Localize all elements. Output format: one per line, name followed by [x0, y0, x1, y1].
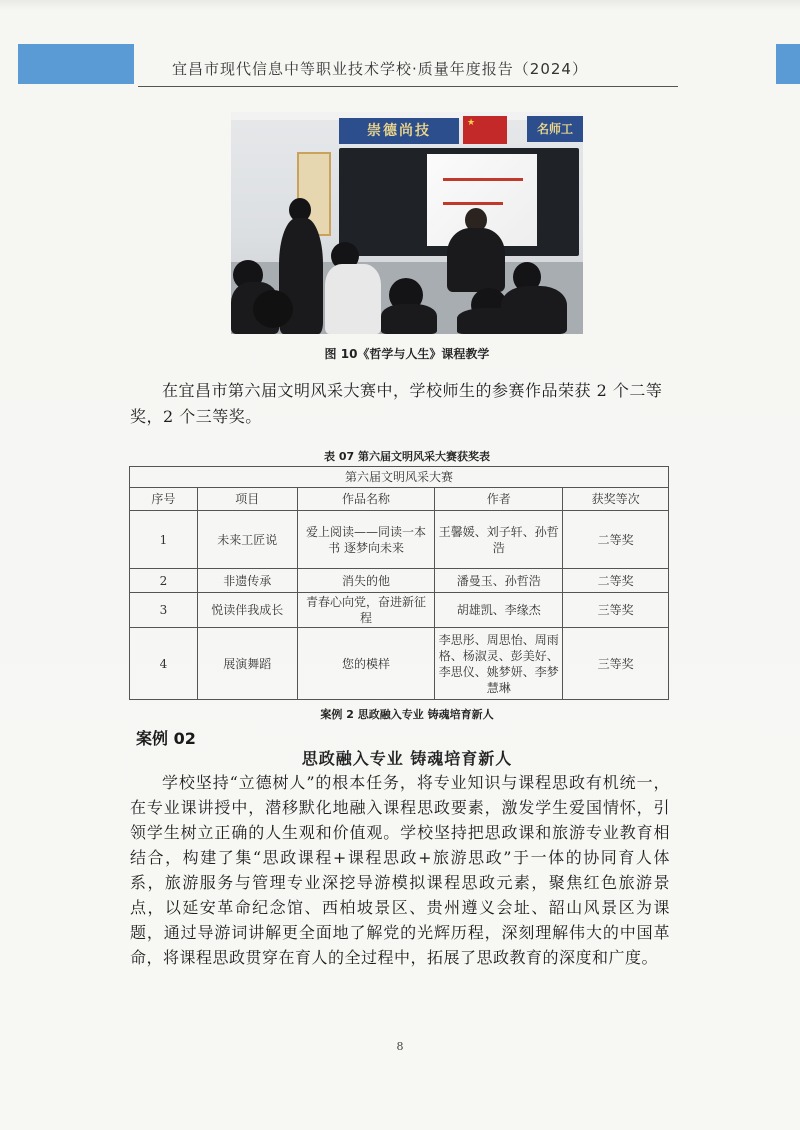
- case-paragraph: 学校坚持“立德树人”的根本任务，将专业知识与课程思政有机统一，在专业课讲授中，潜移默化地融入课程思政要素，激发学生爱国情怀，引领学生树立正确的人生观和价值观。学校坚持把思政课和旅游专业教育相结合，构建了集“思政课程+课程思政+旅游思政”于一体的协同育人体系，旅游服务与管理专业深挖导游模拟课程思政元素，聚焦红色旅游景点，以延安革命纪念馆、西柏坡景区、贵州遵义会址、韶山风景区为课题，通过导游词讲解更全面地了解党的光辉历程，深刻理解伟大的中国革命，将课程思政贯穿在育人的全过程中，拓展了思政教育的深度和广度。: [130, 773, 670, 967]
- table-row: [130, 569, 669, 593]
- cell-authors: 李思彤、周思怡、周雨格、杨淑灵、彭美好、李思仪、姚梦妍、李梦慧琳: [435, 628, 563, 700]
- cell-authors: 王馨媛、刘子轩、孙哲浩: [435, 511, 563, 569]
- photo-person-head: [253, 290, 293, 328]
- classroom-photo: [231, 112, 583, 334]
- table-row: [130, 628, 669, 700]
- column-header: 作品名称: [297, 488, 435, 511]
- cell-award: 三等奖: [563, 593, 669, 628]
- column-header: 获奖等次: [563, 488, 669, 511]
- cell-project: 悦读伴我成长: [197, 593, 297, 628]
- photo-seated-student: [381, 304, 437, 334]
- intro-paragraph: 在宜昌市第六届文明风采大赛中，学校师生的参赛作品荣获 2 个二等奖，2 个三等奖。: [130, 381, 663, 426]
- photo-seated-student: [325, 264, 381, 334]
- cell-no: 3: [130, 593, 198, 628]
- column-header: 项目: [197, 488, 297, 511]
- header-tab-right: [776, 44, 800, 84]
- cell-award: 二等奖: [563, 511, 669, 569]
- table-caption: 表 07 第六届文明风采大赛获奖表: [324, 450, 490, 463]
- cell-project: 展演舞蹈: [197, 628, 297, 700]
- table-title-row: [130, 467, 669, 488]
- cell-work: 青春心向党，奋进新征程: [297, 593, 435, 628]
- case-heading: 思政融入专业 铸魂培育新人: [301, 749, 513, 768]
- cell-authors: 胡雄凯、李缘杰: [435, 593, 563, 628]
- header-divider: [138, 86, 678, 87]
- running-header: 宜昌市现代信息中等职业技术学校·质量年度报告（2024）: [172, 60, 588, 78]
- photo-banner: 崇德尚技: [339, 118, 459, 144]
- header-tab-left: [18, 44, 134, 84]
- table-row: [130, 511, 669, 569]
- table-row: [130, 593, 669, 628]
- case-caption: 案例 2 思政融入专业 铸魂培育新人: [320, 708, 494, 721]
- photo-screen-line: [443, 202, 503, 205]
- cell-award: 三等奖: [563, 628, 669, 700]
- column-header: 作者: [435, 488, 563, 511]
- photo-seated-student: [501, 286, 567, 334]
- figure-caption: 图 10《哲学与人生》课程教学: [324, 347, 490, 361]
- photo-teacher: [447, 228, 505, 292]
- cell-award: 二等奖: [563, 569, 669, 593]
- cell-project: 未来工匠说: [197, 511, 297, 569]
- cell-no: 4: [130, 628, 198, 700]
- table-header-row: [130, 488, 669, 511]
- cell-work: 消失的他: [297, 569, 435, 593]
- photo-screen-line: [443, 178, 523, 181]
- cell-project: 非遗传承: [197, 569, 297, 593]
- cell-authors: 潘曼玉、孙哲浩: [435, 569, 563, 593]
- cell-work: 您的模样: [297, 628, 435, 700]
- column-header: 序号: [130, 488, 198, 511]
- table-title: 第六届文明风采大赛: [130, 467, 669, 488]
- case-label: 案例 02: [136, 729, 196, 748]
- photo-flag-star-icon: ★: [467, 118, 476, 128]
- award-table: [129, 466, 669, 700]
- photo-banner-secondary: 名师工: [527, 116, 583, 142]
- page-number: 8: [396, 1040, 404, 1053]
- cell-no: 1: [130, 511, 198, 569]
- cell-work: 爱上阅读——同读一本书 逐梦向未来: [297, 511, 435, 569]
- cell-no: 2: [130, 569, 198, 593]
